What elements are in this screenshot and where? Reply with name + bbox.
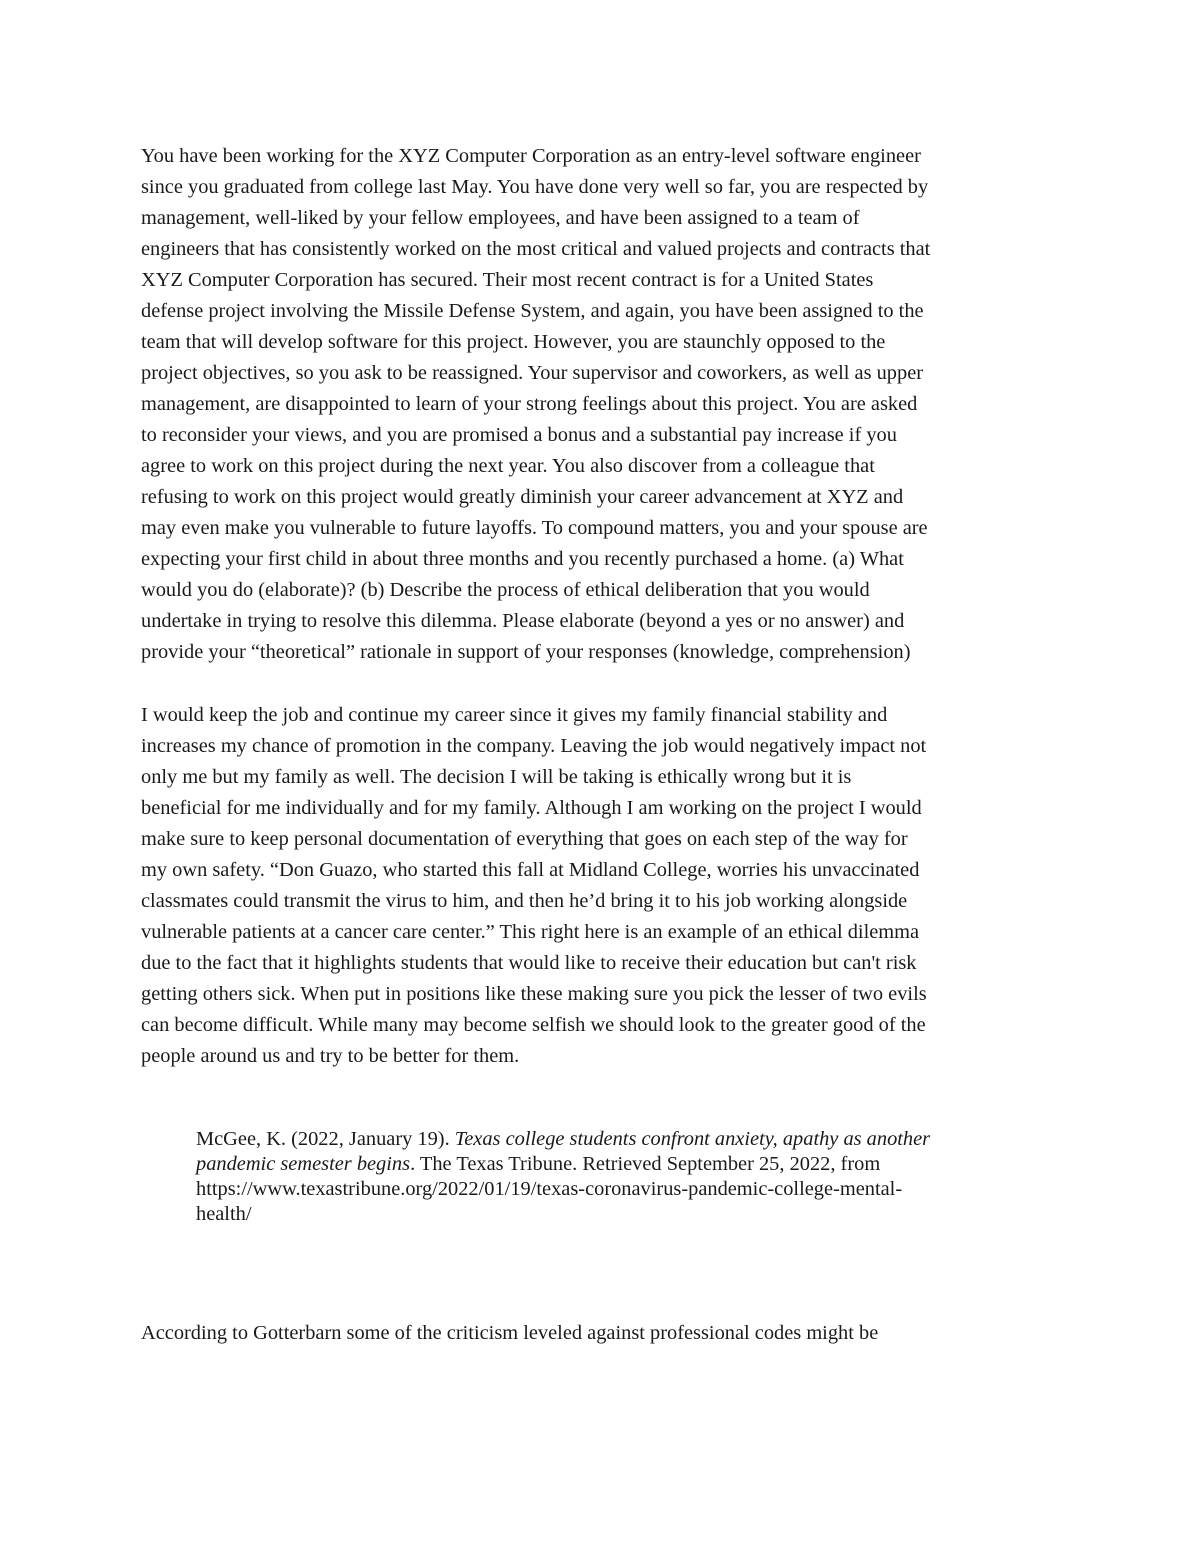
answer-line: make sure to keep personal documentation of everything that goes on each step of the way for bbox=[141, 828, 908, 850]
prompt-line: would you do (elaborate)? (b) Describe the process of ethical deliberation that you would bbox=[141, 579, 870, 601]
reference-line-2 bbox=[196, 1152, 1056, 1177]
reference-citation bbox=[196, 1127, 1056, 1227]
answer-paragraph bbox=[141, 700, 1061, 1072]
prompt-line: team that will develop software for this project. However, you are staunchly opposed to the bbox=[141, 331, 886, 353]
prompt-line: may even make you vulnerable to future layoffs. To compound matters, you and your spouse are bbox=[141, 517, 928, 539]
answer-line: I would keep the job and continue my career since it gives my family financial stability and bbox=[141, 704, 888, 726]
reference-publisher: . The Texas Tribune. Retrieved September 25, 2022, from bbox=[410, 1153, 881, 1175]
prompt-line: expecting your first child in about three months and you recently purchased a home. (a) What bbox=[141, 548, 904, 570]
answer-line: people around us and try to be better for them. bbox=[141, 1045, 520, 1067]
prompt-line: XYZ Computer Corporation has secured. Their most recent contract is for a United States bbox=[141, 269, 874, 291]
reference-line-1 bbox=[196, 1127, 1056, 1152]
reference-url-line: health/ bbox=[196, 1203, 252, 1225]
prompt-line: provide your “theoretical” rationale in support of your responses (knowledge, comprehension) bbox=[141, 641, 911, 663]
answer-line: my own safety. “Don Guazo, who started this fall at Midland College, worries his unvaccinated bbox=[141, 859, 920, 881]
answer-line: beneficial for me individually and for my family. Although I am working on the project I would bbox=[141, 797, 922, 819]
prompt-line: since you graduated from college last May. You have done very well so far, you are respected by bbox=[141, 176, 929, 198]
prompt-line: defense project involving the Missile Defense System, and again, you have been assigned to the bbox=[141, 300, 924, 322]
prompt-line: management, well-liked by your fellow employees, and have been assigned to a team of bbox=[141, 207, 860, 229]
answer-line: increases my chance of promotion in the company. Leaving the job would negatively impact not bbox=[141, 735, 927, 757]
reference-url-line: https://www.texastribune.org/2022/01/19/texas-coronavirus-pandemic-college-mental- bbox=[196, 1178, 903, 1200]
prompt-paragraph bbox=[141, 141, 1061, 668]
answer-line: due to the fact that it highlights students that would like to receive their education but can't risk bbox=[141, 952, 917, 974]
prompt-line: You have been working for the XYZ Computer Corporation as an entry-level software engineer bbox=[141, 145, 921, 167]
closing-line: According to Gotterbarn some of the criticism leveled against professional codes might be bbox=[141, 1322, 879, 1344]
closing-paragraph bbox=[141, 1318, 1061, 1349]
prompt-line: project objectives, so you ask to be reassigned. Your supervisor and coworkers, as well as upper bbox=[141, 362, 924, 384]
reference-title-part-1: Texas college students confront anxiety, apathy as another bbox=[454, 1128, 931, 1150]
answer-line: can become difficult. While many may become selfish we should look to the greater good of the bbox=[141, 1014, 926, 1036]
reference-author-date: McGee, K. (2022, January 19). bbox=[196, 1128, 455, 1150]
answer-line: vulnerable patients at a cancer care center.” This right here is an example of an ethical dilemma bbox=[141, 921, 920, 943]
prompt-line: engineers that has consistently worked on the most critical and valued projects and contracts that bbox=[141, 238, 931, 260]
answer-line: getting others sick. When put in positions like these making sure you pick the lesser of two evils bbox=[141, 983, 927, 1005]
prompt-line: agree to work on this project during the next year. You also discover from a colleague that bbox=[141, 455, 875, 477]
answer-line: classmates could transmit the virus to him, and then he’d bring it to his job working alongside bbox=[141, 890, 908, 912]
prompt-line: management, are disappointed to learn of your strong feelings about this project. You are asked bbox=[141, 393, 918, 415]
prompt-line: to reconsider your views, and you are promised a bonus and a substantial pay increase if you bbox=[141, 424, 897, 446]
prompt-line: refusing to work on this project would greatly diminish your career advancement at XYZ and bbox=[141, 486, 904, 508]
reference-title-part-2: pandemic semester begins bbox=[196, 1153, 411, 1175]
prompt-line: undertake in trying to resolve this dilemma. Please elaborate (beyond a yes or no answer) and bbox=[141, 610, 905, 632]
answer-line: only me but my family as well. The decision I will be taking is ethically wrong but it is bbox=[141, 766, 852, 788]
